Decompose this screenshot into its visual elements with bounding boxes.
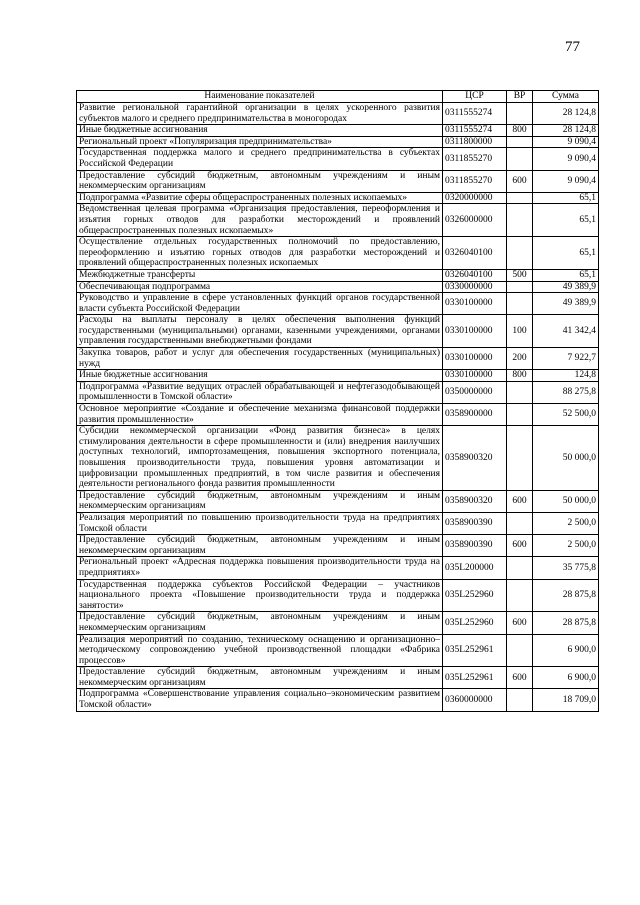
row-sum-cell: 6 900,0	[533, 634, 599, 667]
row-vr-cell	[507, 579, 533, 612]
row-csr-cell: 0358900320	[443, 490, 507, 512]
row-name-cell: Региональный проект «Адресная поддержка повышения производительности труда на предприятиях»	[77, 557, 443, 579]
table-row	[77, 204, 599, 237]
row-csr-cell: 0358900390	[443, 535, 507, 557]
row-sum-cell: 52 500,0	[533, 404, 599, 426]
row-csr-cell: 035L252960	[443, 579, 507, 612]
row-csr-cell: 0326040100	[443, 269, 507, 281]
row-vr-cell	[507, 103, 533, 125]
row-name-cell: Предоставление субсидий бюджетным, автономным учреждениям и иным некоммерческим организациям	[77, 490, 443, 512]
header-csr: ЦСР	[443, 91, 507, 103]
row-name-cell: Развитие региональной гарантийной организации в целях ускоренного развития субъектов малого и среднего предпринимательства в моногородах	[77, 103, 443, 125]
row-csr-cell: 0311855270	[443, 170, 507, 192]
row-csr-cell: 0330100000	[443, 315, 507, 348]
row-sum-cell: 65,1	[533, 204, 599, 237]
row-csr-cell: 0330100000	[443, 293, 507, 315]
row-name-cell: Подпрограмма «Совершенствование управления социально–экономическим развитием Томской области»	[77, 689, 443, 711]
row-sum-cell: 88 275,8	[533, 381, 599, 403]
row-vr-cell	[507, 148, 533, 170]
table-row	[77, 125, 599, 137]
row-vr-cell: 600	[507, 612, 533, 634]
row-name-cell: Государственная поддержка малого и среднего предпринимательства в субъектах Российской Федерации	[77, 148, 443, 170]
row-csr-cell: 0320000000	[443, 192, 507, 204]
row-sum-cell: 18 709,0	[533, 689, 599, 711]
row-vr-cell	[507, 512, 533, 534]
row-sum-cell: 50 000,0	[533, 426, 599, 491]
table-row	[77, 136, 599, 148]
table-row	[77, 557, 599, 579]
table-row	[77, 490, 599, 512]
row-vr-cell	[507, 204, 533, 237]
row-sum-cell: 2 500,0	[533, 512, 599, 534]
row-sum-cell: 41 342,4	[533, 315, 599, 348]
row-vr-cell	[507, 281, 533, 293]
row-vr-cell	[507, 689, 533, 711]
row-sum-cell: 124,8	[533, 370, 599, 382]
table-row	[77, 612, 599, 634]
row-name-cell: Реализация мероприятий по созданию, техническому оснащению и организационно–методическому сопровождению учебной производственной площадки «Фабрика процессов»	[77, 634, 443, 667]
row-csr-cell: 0311555274	[443, 103, 507, 125]
table-row	[77, 404, 599, 426]
page-number: 77	[565, 39, 580, 55]
row-csr-cell: 035L252961	[443, 667, 507, 689]
budget-table	[76, 90, 599, 712]
row-sum-cell: 65,1	[533, 237, 599, 270]
table-row	[77, 634, 599, 667]
row-name-cell: Руководство и управление в сфере установленных функций органов государственной власти субъекта Российской Федерации	[77, 293, 443, 315]
row-sum-cell: 9 090,4	[533, 170, 599, 192]
row-vr-cell: 800	[507, 125, 533, 137]
row-csr-cell: 035L252961	[443, 634, 507, 667]
table-row	[77, 315, 599, 348]
row-name-cell: Основное мероприятие «Создание и обеспечение механизма финансовой поддержки развития промышленности»	[77, 404, 443, 426]
row-vr-cell	[507, 426, 533, 491]
table-row	[77, 148, 599, 170]
row-name-cell: Межбюджетные трансферты	[77, 269, 443, 281]
row-csr-cell: 0358900000	[443, 404, 507, 426]
table-body	[77, 103, 599, 712]
row-name-cell: Иные бюджетные ассигнования	[77, 370, 443, 382]
table-row	[77, 535, 599, 557]
row-name-cell: Региональный проект «Популяризация предпринимательства»	[77, 136, 443, 148]
row-csr-cell: 0330100000	[443, 348, 507, 370]
row-name-cell: Обеспечивающая подпрограмма	[77, 281, 443, 293]
row-sum-cell: 49 389,9	[533, 281, 599, 293]
row-vr-cell: 500	[507, 269, 533, 281]
row-csr-cell: 0311555274	[443, 125, 507, 137]
table-row	[77, 381, 599, 403]
row-sum-cell: 35 775,8	[533, 557, 599, 579]
table-row	[77, 579, 599, 612]
table-row	[77, 281, 599, 293]
row-name-cell: Иные бюджетные ассигнования	[77, 125, 443, 137]
row-vr-cell	[507, 192, 533, 204]
row-csr-cell: 0311855270	[443, 148, 507, 170]
table-row	[77, 667, 599, 689]
row-name-cell: Осуществление отдельных государственных полномочий по предоставлению, переоформлению и изъятию горных отводов для разработки месторождений и проявлений общераспространенных полезных ископаемых	[77, 237, 443, 270]
row-csr-cell: 0350000000	[443, 381, 507, 403]
row-csr-cell: 0311800000	[443, 136, 507, 148]
row-name-cell: Реализация мероприятий по повышению производительности труда на предприятиях Томской области	[77, 512, 443, 534]
row-sum-cell: 6 900,0	[533, 667, 599, 689]
row-vr-cell: 100	[507, 315, 533, 348]
table-row	[77, 170, 599, 192]
row-name-cell: Предоставление субсидий бюджетным, автономным учреждениям и иным некоммерческим организациям	[77, 612, 443, 634]
table-row	[77, 237, 599, 270]
row-name-cell: Расходы на выплаты персоналу в целях обеспечения выполнения функций государственными (муниципальными) органами, казенными учреждениями, органами управления государственными внебюджетными фондами	[77, 315, 443, 348]
row-csr-cell: 0326000000	[443, 204, 507, 237]
table-row	[77, 370, 599, 382]
row-sum-cell: 28 124,8	[533, 103, 599, 125]
row-vr-cell	[507, 634, 533, 667]
row-sum-cell: 65,1	[533, 192, 599, 204]
row-vr-cell	[507, 237, 533, 270]
row-name-cell: Закупка товаров, работ и услуг для обеспечения государственных (муниципальных) нужд	[77, 348, 443, 370]
row-name-cell: Предоставление субсидий бюджетным, автономным учреждениям и иным некоммерческим организациям	[77, 170, 443, 192]
row-sum-cell: 65,1	[533, 269, 599, 281]
row-vr-cell: 600	[507, 667, 533, 689]
table-row	[77, 103, 599, 125]
row-csr-cell: 035L252960	[443, 612, 507, 634]
row-sum-cell: 7 922,7	[533, 348, 599, 370]
row-name-cell: Субсидии некоммерческой организации «Фонд развития бизнеса» в целях стимулирования деятельности в сфере промышленности и (или) внедрения наилучших доступных технологий, импортозамещения, повышения экспортного потенциала, повышения производительности труда, повышения уровня автоматизации и цифровизации промышленных предприятий, в том числе развития и обеспечения деятельности регионального фонда развития промышленности	[77, 426, 443, 491]
table-header-row	[77, 91, 599, 103]
row-csr-cell: 0358900320	[443, 426, 507, 491]
row-csr-cell: 0330000000	[443, 281, 507, 293]
row-sum-cell: 28 124,8	[533, 125, 599, 137]
row-csr-cell: 0358900390	[443, 512, 507, 534]
row-vr-cell	[507, 293, 533, 315]
row-vr-cell: 200	[507, 348, 533, 370]
row-name-cell: Предоставление субсидий бюджетным, автономным учреждениям и иным некоммерческим организациям	[77, 667, 443, 689]
row-vr-cell	[507, 136, 533, 148]
table-row	[77, 689, 599, 711]
header-sum: Сумма	[533, 91, 599, 103]
table-row	[77, 293, 599, 315]
row-sum-cell: 49 389,9	[533, 293, 599, 315]
header-vr: ВР	[507, 91, 533, 103]
row-sum-cell: 2 500,0	[533, 535, 599, 557]
row-csr-cell: 0330100000	[443, 370, 507, 382]
row-sum-cell: 9 090,4	[533, 136, 599, 148]
row-vr-cell	[507, 381, 533, 403]
row-csr-cell: 0360000000	[443, 689, 507, 711]
row-name-cell: Подпрограмма «Развитие сферы общераспространенных полезных ископаемых»	[77, 192, 443, 204]
table-row	[77, 192, 599, 204]
table-row	[77, 348, 599, 370]
row-name-cell: Ведомственная целевая программа «Организация предоставления, переоформления и изъятия горных отводов для разработки месторождений и проявлений общераспространенных полезных ископаемых»	[77, 204, 443, 237]
row-vr-cell: 600	[507, 490, 533, 512]
row-sum-cell: 50 000,0	[533, 490, 599, 512]
row-csr-cell: 035L200000	[443, 557, 507, 579]
row-vr-cell: 800	[507, 370, 533, 382]
table-row	[77, 426, 599, 491]
row-vr-cell	[507, 404, 533, 426]
row-vr-cell: 600	[507, 170, 533, 192]
row-vr-cell: 600	[507, 535, 533, 557]
header-name: Наименование показателей	[77, 91, 443, 103]
row-sum-cell: 9 090,4	[533, 148, 599, 170]
table-row	[77, 512, 599, 534]
row-csr-cell: 0326040100	[443, 237, 507, 270]
row-name-cell: Подпрограмма «Развитие ведущих отраслей обрабатывающей и нефтегазодобывающей промышленности в Томской области»	[77, 381, 443, 403]
row-sum-cell: 28 875,8	[533, 612, 599, 634]
table-row	[77, 269, 599, 281]
row-vr-cell	[507, 557, 533, 579]
row-name-cell: Предоставление субсидий бюджетным, автономным учреждениям и иным некоммерческим организациям	[77, 535, 443, 557]
row-sum-cell: 28 875,8	[533, 579, 599, 612]
row-name-cell: Государственная поддержка субъектов Российской Федерации – участников национального проекта «Повышение производительности труда и поддержка занятости»	[77, 579, 443, 612]
